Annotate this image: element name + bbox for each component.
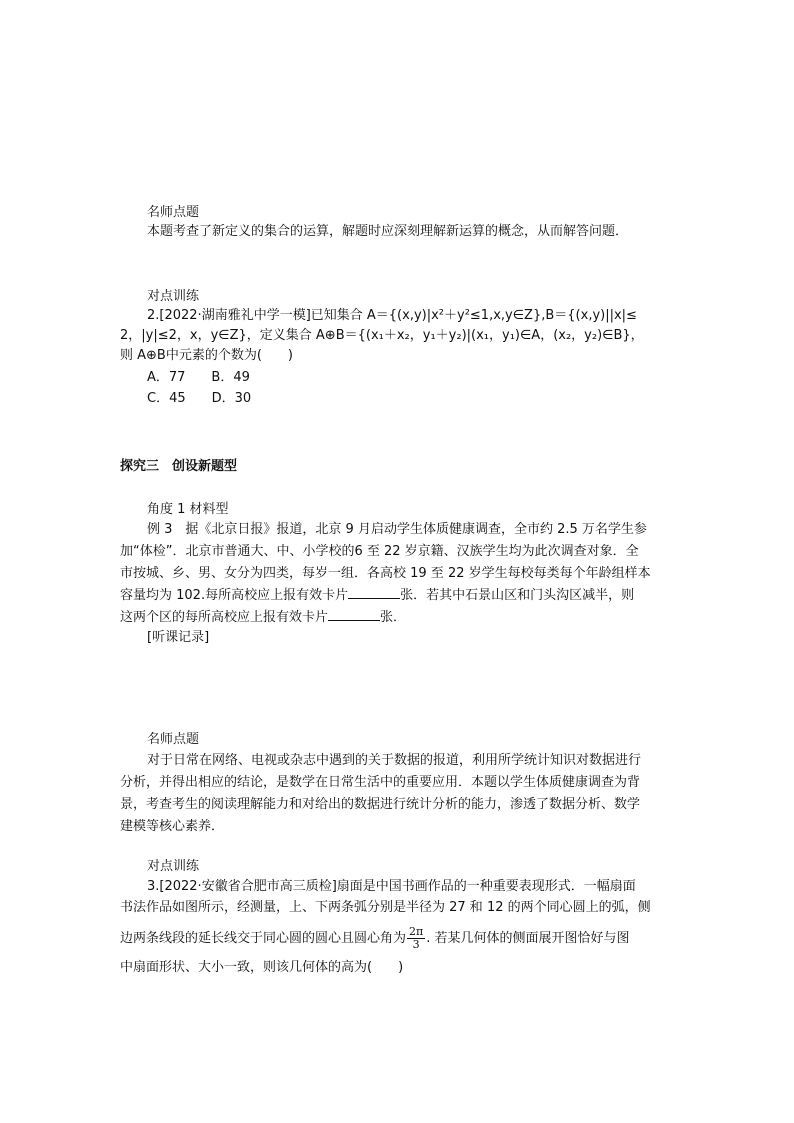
question-2-options-row-2: C．45 D．30 bbox=[147, 391, 252, 406]
tips-2-line-3: 景，考查考生的阅读理解能力和对给出的数据进行统计分析的能力，渗透了数据分析、数学 bbox=[120, 797, 641, 812]
tips-title: 名师点题 bbox=[147, 205, 200, 220]
question-2-line-1: 2.[2022·湖南雅礼中学一模]已知集合 A＝{(x,y)|x²＋y²≤1,x,y∈Z},B＝{(x,y)||x|≤ bbox=[147, 308, 637, 323]
tips-2-line-1: 对于日常在网络、电视或杂志中遇到的关于数据的报道，利用所学统计知识对数据进行 bbox=[147, 753, 642, 768]
example-3-line-4-text-a: 容量均为 102.每所高校应上报有效卡片 bbox=[120, 588, 349, 603]
example-3-line-1: 例 3 据《北京日报》报道，北京 9 月启动学生体质健康调查，全市约 2.5 万名学生参 bbox=[147, 522, 647, 537]
fraction-denominator: 3 bbox=[412, 938, 420, 951]
answer-blank-2 bbox=[328, 608, 380, 621]
question-2-options-row-1: A．77 B．49 bbox=[147, 370, 250, 385]
tips-body: 本题考查了新定义的集合的运算，解题时应深刻理解新运算的概念，从而解答问题． bbox=[147, 224, 629, 239]
tips-2-line-2: 分析，并得出相应的结论，是数学在日常生活中的重要应用．本题以学生体质健康调查为背 bbox=[120, 775, 641, 790]
angle-label: 角度 1 材料型 bbox=[147, 502, 229, 517]
example-3-line-5 bbox=[120, 608, 680, 628]
central-angle-fraction bbox=[407, 926, 425, 951]
tips-2-line-4: 建模等核心素养． bbox=[120, 819, 225, 834]
question-3-line-3 bbox=[120, 924, 680, 954]
question-3-line-2: 书法作品如图所示，经测量，上、下两条弧分别是半径为 27 和 12 的两个同心圆上的弧，侧 bbox=[120, 900, 651, 915]
class-notes-label: [听课记录] bbox=[147, 630, 210, 645]
fraction-numerator: 2π bbox=[409, 925, 424, 938]
answer-blank-1 bbox=[348, 586, 400, 599]
practice-title-2: 对点训练 bbox=[147, 859, 200, 874]
tips-title-2: 名师点题 bbox=[147, 732, 200, 747]
question-2-line-3: 则 A⊕B中元素的个数为( ) bbox=[120, 348, 293, 363]
question-3-line-3-text-a: 边两条线段的延长线交于同心圆的圆心且圆心角为 bbox=[120, 931, 407, 946]
example-3-line-3: 市按城、乡、男、女分为四类，每岁一组．各高校 19 至 22 岁学生每校每类每个年龄组样本 bbox=[120, 566, 651, 581]
section-heading: 探究三 创设新题型 bbox=[120, 459, 238, 474]
practice-title: 对点训练 bbox=[147, 289, 200, 304]
question-2-line-2: 2，|y|≤2，x，y∈Z}，定义集合 A⊕B＝{(x₁＋x₂，y₁＋y₂)|(x₁，y₁)∈A，(x₂，y₂)∈B}， bbox=[120, 328, 644, 343]
question-3-line-1: 3.[2022·安徽省合肥市高三质检]扇面是中国书画作品的一种重要表现形式．一幅扇面 bbox=[147, 879, 636, 894]
example-3-line-4-text-b: 张．若其中石景山区和门头沟区减半，则 bbox=[400, 588, 635, 603]
example-3-line-5-text-b: 张． bbox=[380, 610, 407, 625]
question-3-line-3-text-b: . 若某几何体的侧面展开图恰好与图 bbox=[426, 931, 630, 946]
example-3-line-4 bbox=[120, 586, 680, 606]
question-3-line-4: 中扇面形状、大小一致，则该几何体的高为( ) bbox=[120, 960, 404, 975]
example-3-line-5-text-a: 这两个区的每所高校应上报有效卡片 bbox=[120, 610, 329, 625]
example-3-line-2: 加“体检”．北京市普通大、中、小学校的6 至 22 岁京籍、汉族学生均为此次调查对象．全 bbox=[120, 544, 639, 559]
